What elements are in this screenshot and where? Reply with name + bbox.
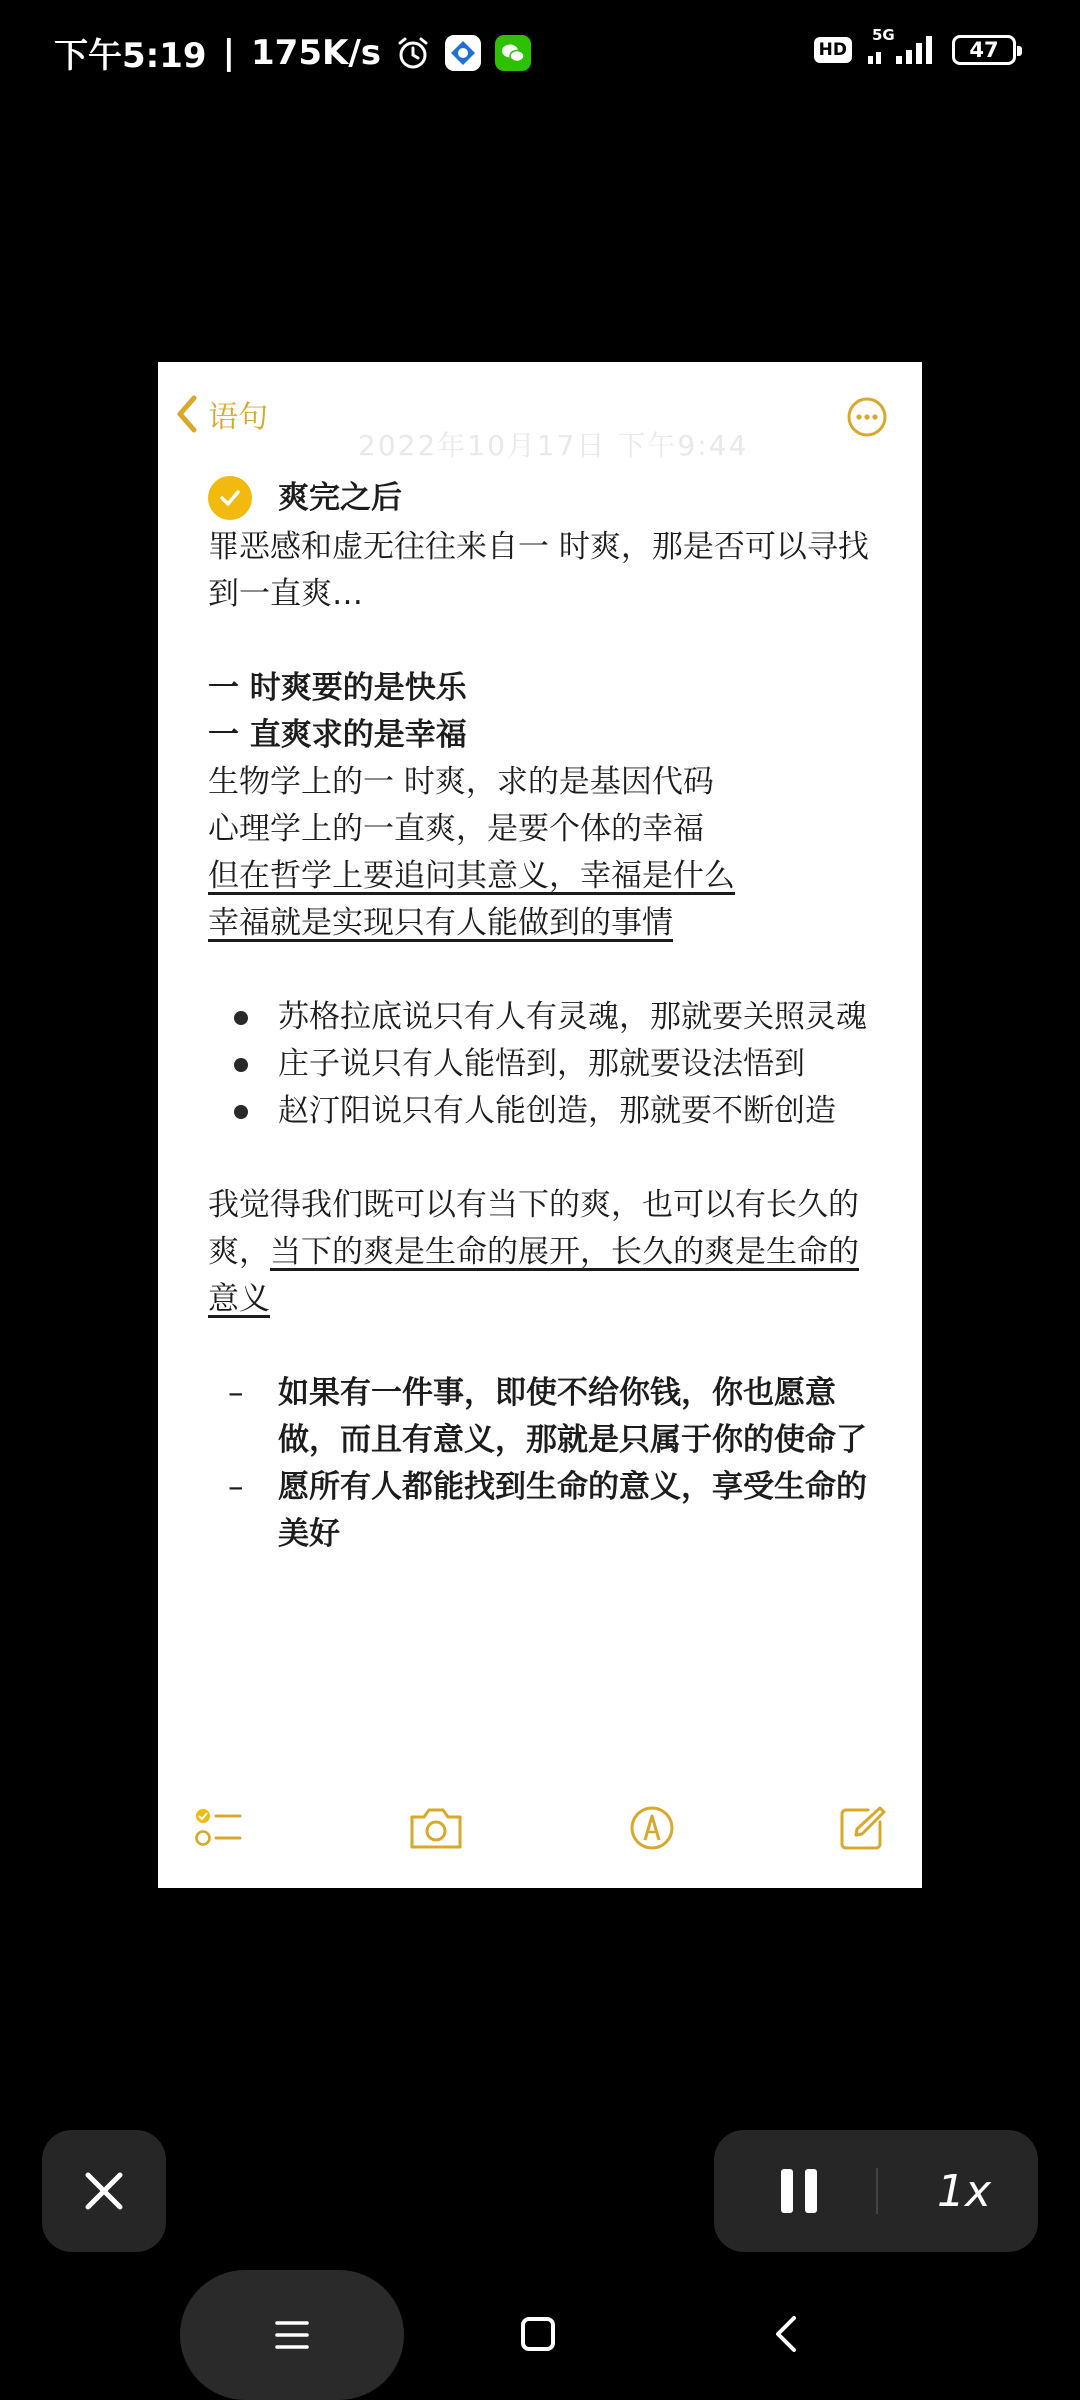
note-toolbar bbox=[158, 1792, 922, 1872]
close-button[interactable] bbox=[42, 2130, 166, 2252]
alarm-icon bbox=[395, 35, 431, 71]
underlined-line-2: 幸福就是实现只有人能做到的事情 bbox=[208, 905, 673, 941]
close-icon bbox=[82, 2169, 126, 2213]
divider bbox=[876, 2168, 878, 2214]
note-content[interactable] bbox=[208, 472, 888, 1558]
status-right bbox=[814, 26, 1016, 70]
app-blue-icon bbox=[445, 35, 481, 71]
list-item: – 愿所有人都能找到生命的意义，享受生命的美好 bbox=[208, 1464, 888, 1558]
list-item: 赵汀阳说只有人能创造，那就要不断创造 bbox=[208, 1088, 888, 1135]
compose-button[interactable] bbox=[834, 1800, 890, 1856]
spacer bbox=[208, 1135, 888, 1182]
spacer bbox=[208, 618, 888, 665]
menu-icon bbox=[274, 2319, 310, 2351]
note-card bbox=[158, 362, 922, 1888]
bold-line-1: 一 时爽要的是快乐 bbox=[208, 670, 467, 706]
spacer bbox=[208, 947, 888, 994]
wechat-icon bbox=[495, 35, 531, 71]
checklist-button[interactable] bbox=[192, 1800, 248, 1856]
back-icon bbox=[768, 2314, 804, 2354]
status-speed: 175K/s bbox=[251, 32, 381, 73]
markup-icon bbox=[628, 1804, 676, 1852]
bullet-list bbox=[208, 994, 888, 1135]
camera-icon bbox=[408, 1805, 464, 1851]
check-title: 爽完之后 bbox=[278, 479, 402, 516]
status-left bbox=[54, 28, 531, 77]
paragraph-conclusion bbox=[208, 1182, 888, 1323]
underlined-line-1: 但在哲学上要追问其意义，幸福是什么 bbox=[208, 858, 735, 894]
menu-button[interactable] bbox=[180, 2270, 404, 2400]
faded-date: 2022年10月17日 下午9:44 bbox=[358, 429, 749, 462]
line-biology: 生物学上的一 时爽，求的是基因代码 bbox=[208, 764, 714, 800]
camera-button[interactable] bbox=[408, 1800, 464, 1856]
home-icon bbox=[520, 2316, 556, 2352]
battery-level: 47 bbox=[969, 38, 999, 62]
conclusion-underlined: 当下的爽是生命的展开，长久的爽是生命的意义 bbox=[208, 1234, 859, 1317]
more-icon bbox=[846, 396, 888, 438]
hd-icon: HD bbox=[814, 37, 852, 63]
pause-button[interactable] bbox=[764, 2156, 834, 2226]
list-item: 苏格拉底说只有人有灵魂，那就要关照灵魂 bbox=[208, 994, 888, 1041]
back-nav-button[interactable] bbox=[768, 2314, 804, 2354]
markup-button[interactable] bbox=[624, 1800, 680, 1856]
chevron-left-icon bbox=[174, 394, 200, 434]
checkmark-icon[interactable] bbox=[208, 476, 252, 520]
compose-icon bbox=[838, 1804, 886, 1852]
status-bar bbox=[0, 0, 1080, 104]
checklist-icon bbox=[194, 1804, 246, 1852]
back-label: 语句 bbox=[208, 400, 268, 435]
note-header bbox=[158, 362, 922, 472]
paragraph-intro: 罪恶感和虚无往往来自一 时爽，那是否可以寻找到一直爽… bbox=[208, 529, 869, 612]
line-psychology: 心理学上的一直爽，是要个体的幸福 bbox=[208, 811, 704, 847]
battery-icon bbox=[952, 35, 1016, 65]
status-separator: | bbox=[222, 32, 235, 73]
list-item: 庄子说只有人能悟到，那就要设法悟到 bbox=[208, 1041, 888, 1088]
bold-line-2: 一 直爽求的是幸福 bbox=[208, 717, 467, 753]
spacer bbox=[208, 1323, 888, 1370]
back-button[interactable] bbox=[174, 392, 268, 436]
more-button[interactable] bbox=[846, 396, 888, 438]
status-time: 下午5:19 bbox=[54, 36, 207, 76]
checklist-item bbox=[208, 472, 888, 524]
network-label: 5G bbox=[872, 26, 895, 44]
speed-button[interactable]: 1x bbox=[936, 2165, 992, 2217]
dash-list bbox=[208, 1370, 888, 1558]
playback-controls bbox=[714, 2130, 1038, 2252]
conclusion-plain: 我觉得我们既可以有当下的爽，也可以有长久的爽， bbox=[208, 1187, 859, 1270]
pause-icon bbox=[779, 2167, 819, 2215]
home-button[interactable] bbox=[520, 2316, 556, 2352]
list-item: – 如果有一件事，即使不给你钱，你也愿意做，而且有意义，那就是只属于你的使命了 bbox=[208, 1370, 888, 1464]
signal-5g-icon bbox=[866, 26, 938, 70]
